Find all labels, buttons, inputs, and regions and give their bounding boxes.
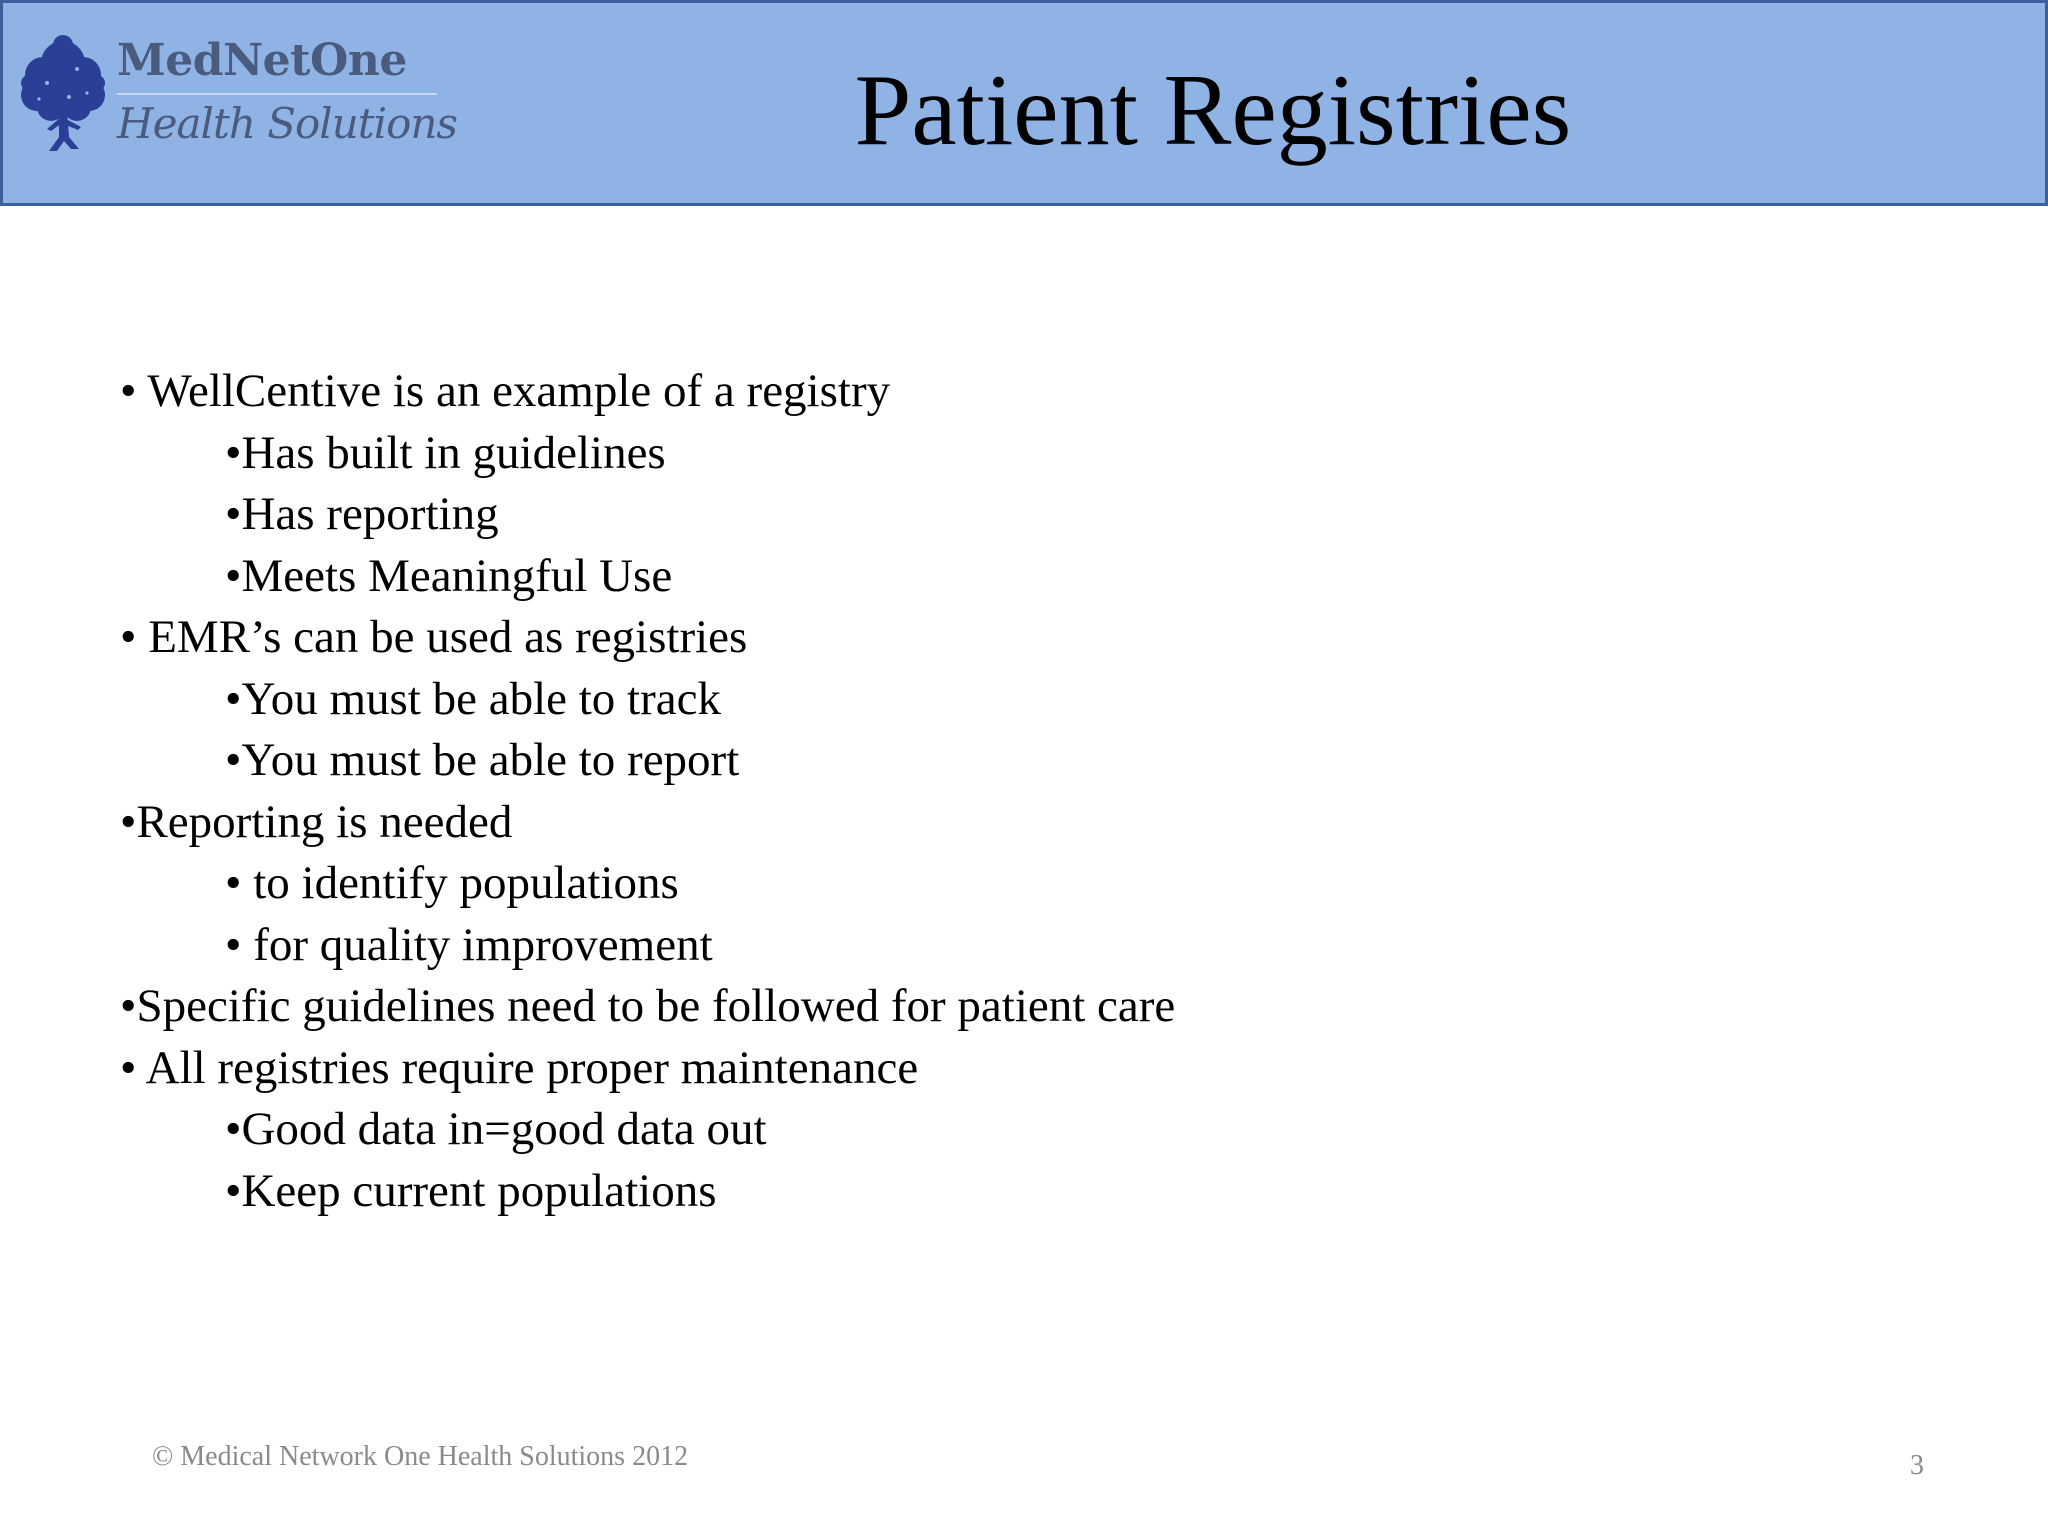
sub-bullet-item: •Meets Meaningful Use <box>225 549 673 602</box>
sub-bullet-item: •You must be able to report <box>225 734 740 786</box>
slide-header <box>0 0 2048 206</box>
logo-divider <box>117 93 437 95</box>
sub-bullet-item: •Has reporting <box>225 488 499 540</box>
bullet-item: •Reporting is needed <box>120 795 513 848</box>
bullet-item: • All registries require proper maintenance <box>120 1041 919 1094</box>
logo-name: MedNetOne <box>117 35 407 86</box>
sub-bullet-item: •Good data in=good data out <box>225 1103 767 1155</box>
bullet-item: • EMR’s can be used as registries <box>120 611 748 663</box>
sub-bullet-item: •Keep current populations <box>225 1164 717 1217</box>
bullet-item: • WellCentive is an example of a registry <box>120 365 891 417</box>
page-number: 3 <box>1910 1450 1924 1481</box>
logo-tagline: Health Solutions <box>117 99 457 148</box>
company-logo <box>17 33 457 157</box>
bullet-item: •Specific guidelines need to be followed for patient care <box>120 980 1176 1032</box>
sub-bullet-item: •You must be able to track <box>225 672 721 725</box>
sub-bullet-item: • to identify populations <box>225 857 679 909</box>
bullet-list <box>120 361 1175 1222</box>
slide-title: Patient Registries <box>854 54 1572 167</box>
sub-bullet-item: • for quality improvement <box>225 918 713 971</box>
copyright-footer: © Medical Network One Health Solutions 2012 <box>152 1441 689 1472</box>
sub-bullet-item: •Has built in guidelines <box>225 426 666 479</box>
tree-icon <box>17 33 109 157</box>
